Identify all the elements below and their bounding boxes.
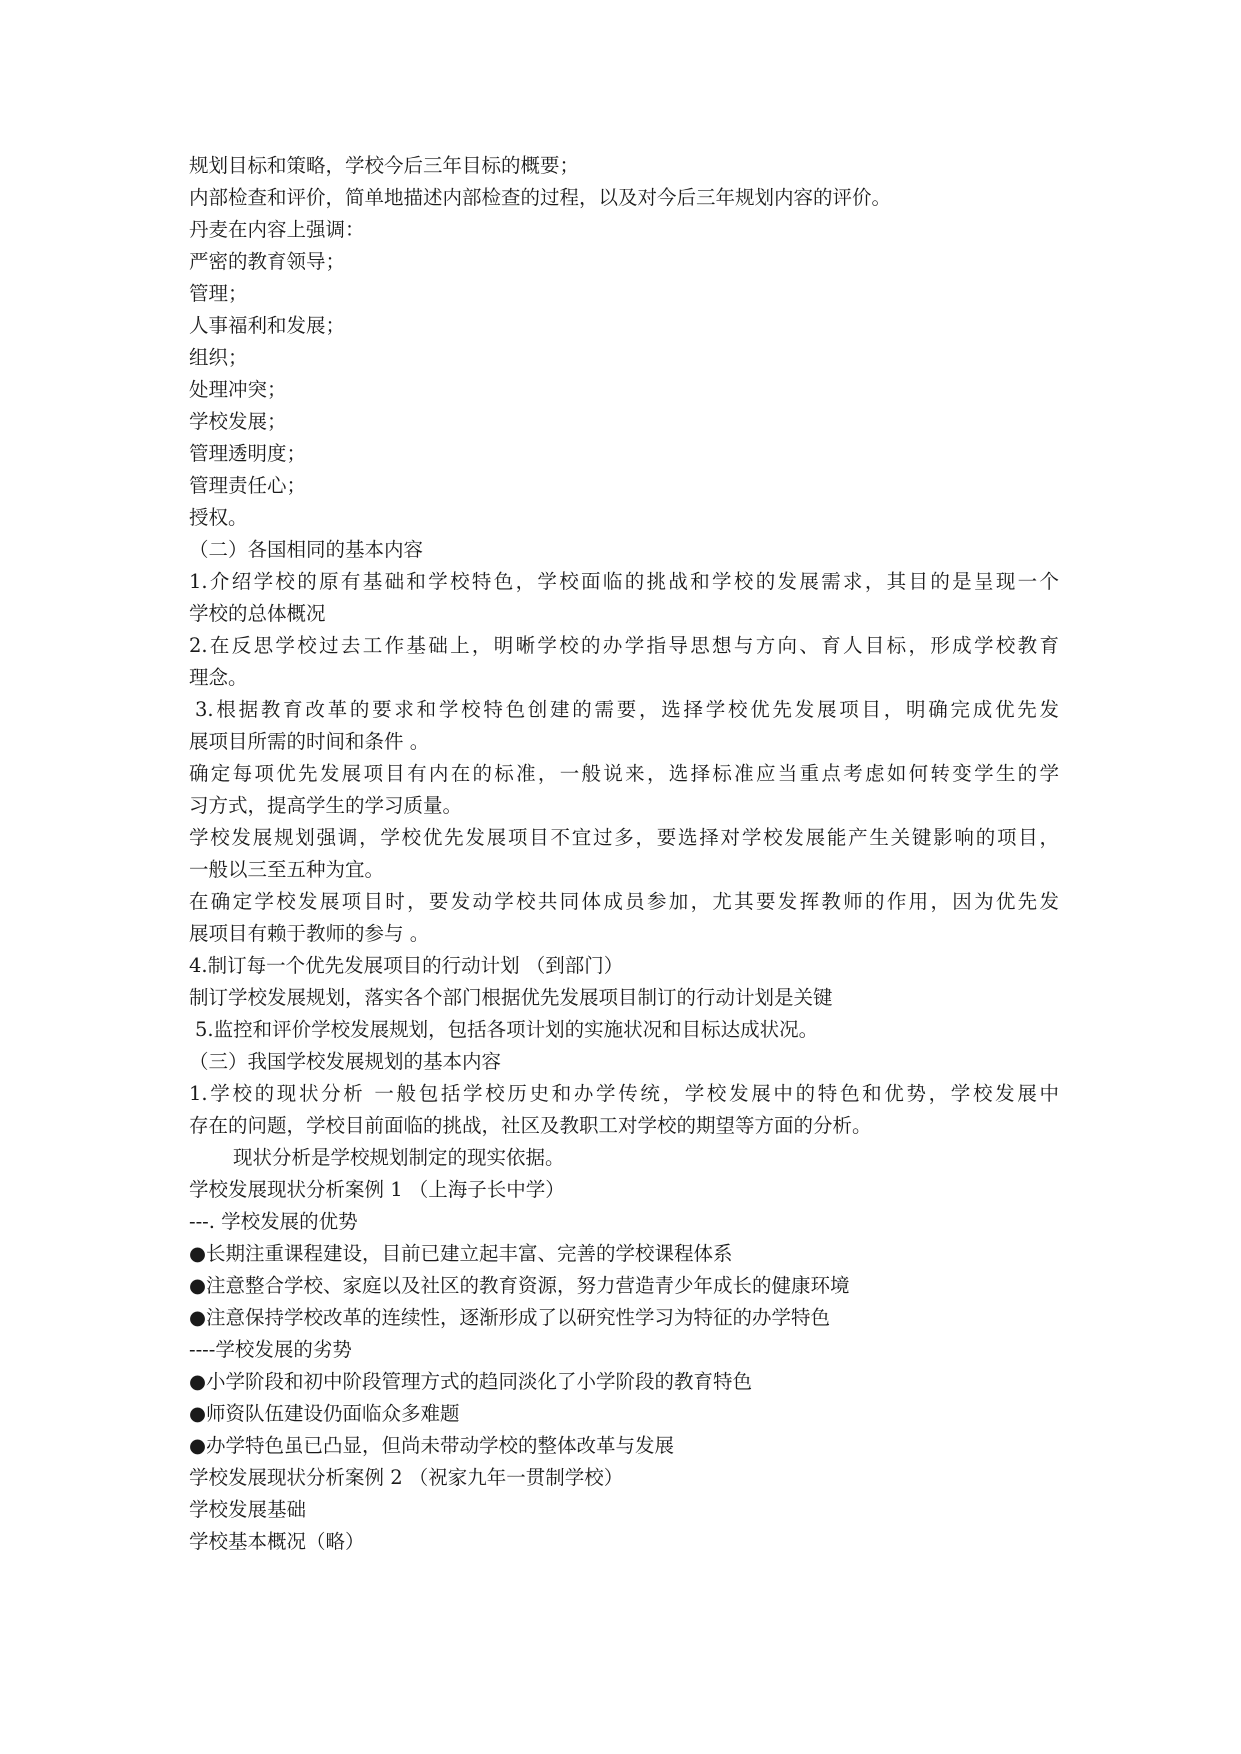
text-line: 一般以三至五种为宜。 — [189, 858, 385, 881]
list-item: 管理； — [189, 282, 248, 305]
text-line: 展项目有赖于教师的参与 。 — [189, 922, 430, 945]
text-line: 丹麦在内容上强调： — [189, 218, 365, 241]
list-item: 授权。 — [189, 506, 248, 529]
list-item: 学校发展； — [189, 410, 287, 433]
bullet-item: ●办学特色虽已凸显，但尚未带动学校的整体改革与发展 — [189, 1434, 675, 1457]
subheading: ----学校发展的劣势 — [189, 1338, 352, 1361]
list-item: 管理透明度； — [189, 442, 307, 465]
text-line: 学校基本概况（略） — [189, 1530, 365, 1553]
text-line: 3.根据教育改革的要求和学校特色创建的需要，选择学校优先发展项目，明确完成优先发 — [195, 698, 1059, 721]
text-line: 4.制订每一个优先发展项目的行动计划 （到部门） — [189, 954, 624, 977]
text-line: 2.在反思学校过去工作基础上，明晰学校的办学指导思想与方向、育人目标，形成学校教育 — [189, 634, 1059, 657]
section-heading: （二）各国相同的基本内容 — [189, 538, 424, 561]
bullet-item: ●注意整合学校、家庭以及社区的教育资源，努力营造青少年成长的健康环境 — [189, 1274, 850, 1297]
text-line: 1.学校的现状分析 一般包括学校历史和办学传统，学校发展中的特色和优势，学校发展中 — [189, 1082, 1059, 1105]
list-item: 管理责任心； — [189, 474, 307, 497]
text-line: 学校发展规划强调，学校优先发展项目不宜过多，要选择对学校发展能产生关键影响的项目， — [189, 826, 1059, 849]
text-line: 在确定学校发展项目时，要发动学校共同体成员参加，尤其要发挥教师的作用，因为优先发 — [189, 890, 1059, 913]
text-line: 理念。 — [189, 666, 248, 689]
text-line: 1.介绍学校的原有基础和学校特色，学校面临的挑战和学校的发展需求，其目的是呈现一个 — [189, 570, 1059, 593]
list-item: 严密的教育领导； — [189, 250, 346, 273]
text-line: 学校的总体概况 — [189, 602, 326, 625]
bullet-item: ●小学阶段和初中阶段管理方式的趋同淡化了小学阶段的教育特色 — [189, 1370, 753, 1393]
subheading: ---. 学校发展的优势 — [189, 1210, 358, 1233]
text-line: 5.监控和评价学校发展规划，包括各项计划的实施状况和目标达成状况。 — [195, 1018, 819, 1041]
subheading: 学校发展基础 — [189, 1498, 307, 1521]
text-line: 制订学校发展规划，落实各个部门根据优先发展项目制订的行动计划是关键 — [189, 986, 833, 1009]
list-item: 组织； — [189, 346, 248, 369]
document-body — [189, 150, 1059, 1558]
text-line: 确定每项优先发展项目有内在的标准，一般说来，选择标准应当重点考虑如何转变学生的学 — [189, 762, 1059, 785]
case-heading: 学校发展现状分析案例 1 （上海子长中学） — [189, 1178, 565, 1201]
text-line: 现状分析是学校规划制定的现实依据。 — [233, 1146, 565, 1169]
text-line: 展项目所需的时间和条件 。 — [189, 730, 430, 753]
case-heading: 学校发展现状分析案例 2 （祝家九年一贯制学校） — [189, 1466, 624, 1489]
bullet-item: ●师资队伍建设仍面临众多难题 — [189, 1402, 460, 1425]
text-line: 存在的问题，学校目前面临的挑战，社区及教职工对学校的期望等方面的分析。 — [189, 1114, 872, 1137]
bullet-item: ●长期注重课程建设，目前已建立起丰富、完善的学校课程体系 — [189, 1242, 733, 1265]
text-line: 规划目标和策略，学校今后三年目标的概要； — [189, 154, 580, 177]
list-item: 处理冲突； — [189, 378, 287, 401]
section-heading: （三）我国学校发展规划的基本内容 — [189, 1050, 502, 1073]
text-line: 内部检查和评价，简单地描述内部检查的过程，以及对今后三年规划内容的评价。 — [189, 186, 892, 209]
text-line: 习方式，提高学生的学习质量。 — [189, 794, 463, 817]
list-item: 人事福利和发展； — [189, 314, 346, 337]
bullet-item: ●注意保持学校改革的连续性，逐渐形成了以研究性学习为特征的办学特色 — [189, 1306, 831, 1329]
